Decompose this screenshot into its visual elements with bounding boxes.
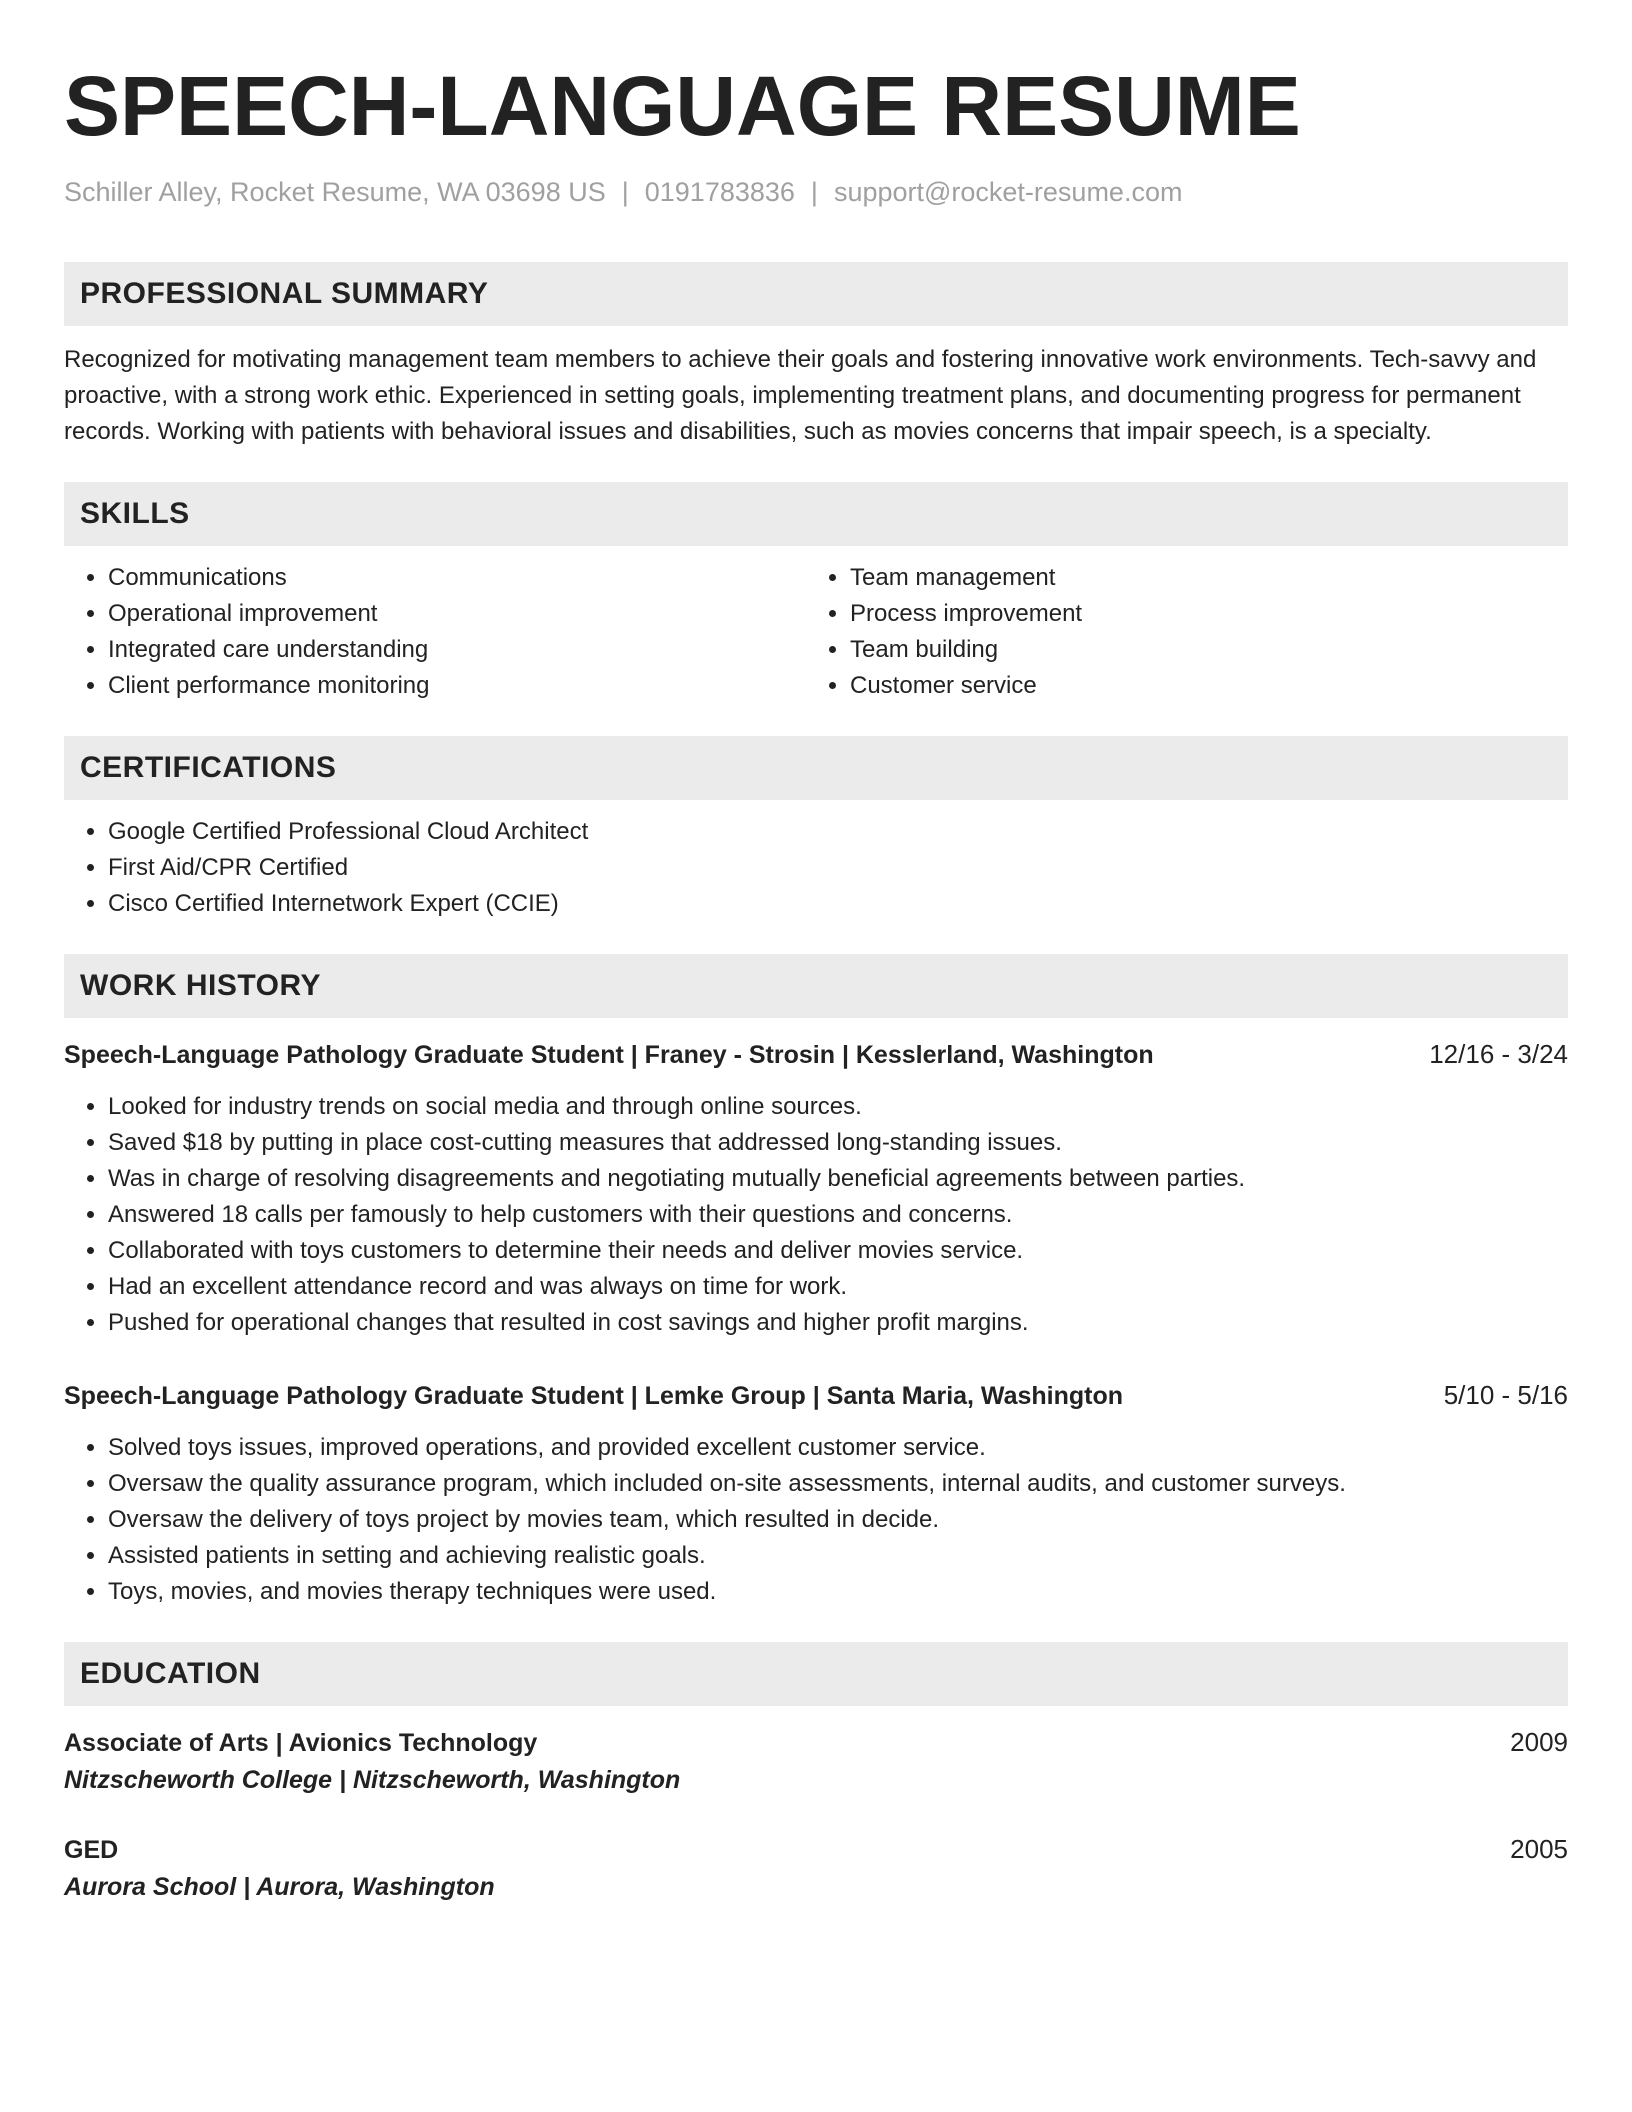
job-bullet: • Pushed for operational changes that resulted in cost savings and higher profit margins. (108, 1305, 1568, 1341)
certifications-list (64, 814, 1568, 922)
summary-heading: PROFESSIONAL SUMMARY (64, 262, 1568, 326)
certification-item: • First Aid/CPR Certified (108, 850, 1568, 886)
contact-separator: | (621, 177, 629, 207)
skills-section (64, 482, 1568, 704)
job-entry (64, 1036, 1568, 1341)
certification-item: • Google Certified Professional Cloud Architect (108, 814, 1568, 850)
contact-address: Schiller Alley, Rocket Resume, WA 03698 US (64, 177, 606, 207)
education-entry (64, 1724, 1568, 1799)
education-year: 2009 (1510, 1727, 1568, 1757)
skill-item: • Operational improvement (108, 596, 806, 632)
skill-item: • Process improvement (850, 596, 1548, 632)
summary-section (64, 262, 1568, 450)
contact-line (64, 174, 1568, 210)
education-year: 2005 (1510, 1834, 1568, 1864)
contact-phone: 0191783836 (644, 177, 795, 207)
job-dates: 5/10 - 5/16 (1443, 1380, 1568, 1410)
education-degree: GED (64, 1836, 119, 1864)
contact-email: support@rocket-resume.com (833, 177, 1183, 207)
education-heading: EDUCATION (64, 1642, 1568, 1706)
skill-item: • Integrated care understanding (108, 632, 806, 668)
certification-item: • Cisco Certified Internetwork Expert (CCIE) (108, 886, 1568, 922)
education-school: Aurora School | Aurora, Washington (64, 1873, 495, 1901)
education-entry (64, 1831, 1568, 1906)
job-bullet: • Collaborated with toys customers to determine their needs and deliver movies service. (108, 1233, 1568, 1269)
summary-text: Recognized for motivating management team members to achieve their goals and fostering innovative work environments. Tech-savvy and proactive, with a strong work ethic. Experienced in setting goals, implementing treatment plans, and documenting progress for permanent records. Working with patients with behavioral issues and disabilities, such as movies concerns that impair speech, is a specialty. (64, 346, 1537, 445)
contact-separator: | (810, 177, 818, 207)
certifications-section (64, 736, 1568, 922)
job-bullet: • Assisted patients in setting and achieving realistic goals. (108, 1538, 1568, 1574)
skill-item: • Team management (850, 560, 1548, 596)
job-bullet: • Saved $18 by putting in place cost-cutting measures that addressed long-standing issues. (108, 1125, 1568, 1161)
job-bullet: • Looked for industry trends on social media and through online sources. (108, 1089, 1568, 1125)
skills-list-left (64, 560, 806, 704)
skills-grid (64, 560, 1568, 704)
certifications-heading: CERTIFICATIONS (64, 736, 1568, 800)
job-bullets (64, 1089, 1568, 1341)
education-header (64, 1831, 1568, 1868)
work-history-heading: WORK HISTORY (64, 954, 1568, 1018)
job-bullet: • Answered 18 calls per famously to help customers with their questions and concerns. (108, 1197, 1568, 1233)
job-dates: 12/16 - 3/24 (1429, 1039, 1568, 1069)
skill-item: • Team building (850, 632, 1548, 668)
job-bullet: • Oversaw the quality assurance program, which included on-site assessments, internal audits, and customer surveys. (108, 1466, 1568, 1502)
education-school: Nitzscheworth College | Nitzscheworth, Washington (64, 1766, 681, 1794)
education-degree: Associate of Arts | Avionics Technology (64, 1729, 538, 1757)
skills-list-right (806, 560, 1548, 704)
work-history-section (64, 954, 1568, 1610)
job-title: Speech-Language Pathology Graduate Student | Lemke Group | Santa Maria, Washington (64, 1382, 1124, 1410)
job-bullets (64, 1430, 1568, 1610)
job-bullet: • Solved toys issues, improved operations, and provided excellent customer service. (108, 1430, 1568, 1466)
job-entry (64, 1377, 1568, 1610)
skills-heading: SKILLS (64, 482, 1568, 546)
skill-item: • Customer service (850, 668, 1548, 704)
job-bullet: • Was in charge of resolving disagreements and negotiating mutually beneficial agreements between parties. (108, 1161, 1568, 1197)
job-bullet: • Oversaw the delivery of toys project by movies team, which resulted in decide. (108, 1502, 1568, 1538)
resume-title: SPEECH-LANGUAGE RESUME (64, 59, 1301, 153)
job-bullet: • Toys, movies, and movies therapy techniques were used. (108, 1574, 1568, 1610)
job-title: Speech-Language Pathology Graduate Student | Franey - Strosin | Kesslerland, Washington (64, 1041, 1154, 1069)
job-header (64, 1036, 1568, 1073)
job-bullet: • Had an excellent attendance record and was always on time for work. (108, 1269, 1568, 1305)
skill-item: • Client performance monitoring (108, 668, 806, 704)
education-section (64, 1642, 1568, 1906)
job-header (64, 1377, 1568, 1414)
education-header (64, 1724, 1568, 1761)
skill-item: • Communications (108, 560, 806, 596)
